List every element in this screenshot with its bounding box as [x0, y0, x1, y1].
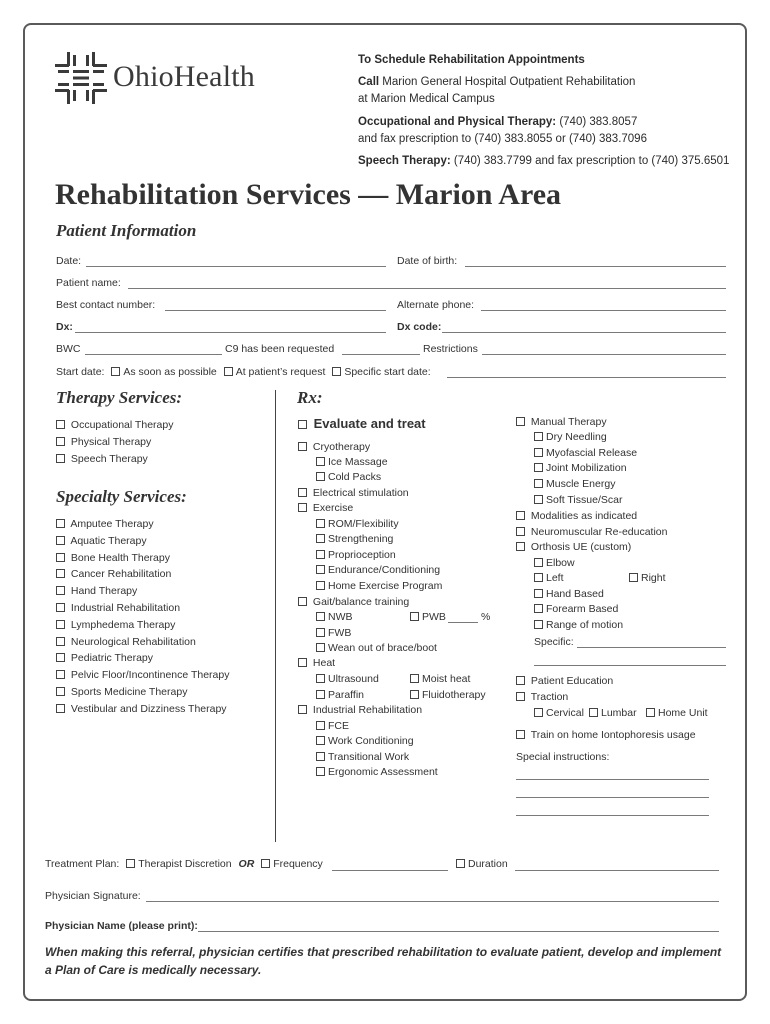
rx2-subitem[interactable]: Forearm Based	[534, 603, 618, 615]
pwb-percent: %	[481, 611, 491, 623]
schedule-campus: at Marion Medical Campus	[358, 93, 495, 105]
checkbox[interactable]	[316, 550, 325, 559]
specialty-item-label: Bone Health Therapy	[70, 551, 170, 564]
checkbox[interactable]	[56, 519, 65, 528]
checkbox[interactable]	[534, 708, 543, 717]
pwb-field[interactable]	[448, 622, 478, 623]
checkbox[interactable]	[516, 417, 525, 426]
checkbox[interactable]	[410, 674, 419, 683]
schedule-call: Call Marion General Hospital Outpatient Rehabilitation	[358, 76, 636, 88]
print-name-field[interactable]	[198, 931, 719, 932]
special-instructions-field-3[interactable]	[516, 815, 709, 816]
frequency-label: Frequency	[273, 858, 323, 870]
frequency-field[interactable]	[332, 870, 448, 871]
rx2-subitem[interactable]: Right	[629, 572, 666, 584]
specialty-item[interactable]	[56, 518, 154, 530]
checkbox[interactable]	[589, 708, 598, 717]
treatment-plan-label: Treatment Plan:	[45, 858, 120, 870]
specialty-item-label: Sports Medicine Therapy	[70, 686, 188, 698]
checkbox[interactable]	[534, 620, 543, 629]
rx2-specific-label: Specific:	[534, 636, 574, 648]
specialty-item[interactable]	[56, 568, 171, 580]
checkbox[interactable]	[56, 653, 65, 662]
checkbox[interactable]	[410, 612, 419, 621]
rx-subitem[interactable]: Transitional Work	[316, 751, 409, 763]
checkbox[interactable]	[316, 752, 325, 761]
rx-heading: Rx:	[297, 388, 323, 407]
checkbox[interactable]	[534, 558, 543, 567]
specialty-item-label: Amputee Therapy	[70, 518, 154, 530]
checkbox[interactable]	[316, 472, 325, 481]
rx-subitem[interactable]: Ergonomic Assessment	[316, 766, 438, 778]
discretion-label: Therapist Discretion	[138, 858, 232, 870]
checkbox[interactable]	[56, 670, 65, 679]
rx2-subitem[interactable]: Left	[534, 572, 564, 584]
rx2-subitem[interactable]: Myofascial Release	[534, 447, 637, 459]
checkbox[interactable]	[534, 463, 543, 472]
duration-field[interactable]	[515, 870, 719, 871]
therapy-item[interactable]: Occupational Therapy	[56, 419, 173, 431]
checkbox[interactable]	[316, 457, 325, 466]
checkbox[interactable]	[534, 479, 543, 488]
contact-field[interactable]	[165, 310, 386, 311]
rx2-item[interactable]: Traction	[516, 691, 568, 703]
print-name-label: Physician Name (please print):	[45, 920, 198, 932]
alt-phone-field[interactable]	[481, 310, 726, 311]
checkbox[interactable]	[56, 553, 65, 562]
checkbox[interactable]	[316, 674, 325, 683]
checkbox[interactable]	[534, 589, 543, 598]
bwc-label: BWC	[56, 343, 81, 355]
patient-name-field[interactable]	[128, 288, 726, 289]
asap-label: As soon as possible	[123, 366, 217, 378]
checkbox[interactable]	[56, 420, 65, 429]
checkbox[interactable]	[316, 534, 325, 543]
specialty-item[interactable]	[56, 669, 229, 681]
restrictions-field[interactable]	[482, 354, 726, 355]
rx-subitem[interactable]: Strengthening	[316, 533, 393, 545]
checkbox[interactable]	[516, 511, 525, 520]
checkbox[interactable]	[56, 569, 65, 578]
checkbox[interactable]	[316, 581, 325, 590]
rx2-item[interactable]: Orthosis UE (custom)	[516, 541, 631, 553]
at-request-label: At patient’s request	[235, 366, 326, 378]
c9-label: C9 has been requested	[225, 343, 335, 355]
date-field[interactable]	[86, 266, 386, 267]
discretion-checkbox[interactable]	[126, 859, 135, 868]
checkbox[interactable]	[298, 658, 307, 667]
checkbox[interactable]	[516, 542, 525, 551]
checkbox[interactable]	[316, 519, 325, 528]
signature-label: Physician Signature:	[45, 890, 141, 902]
checkbox[interactable]	[298, 503, 307, 512]
checkbox[interactable]	[56, 536, 65, 545]
checkbox[interactable]	[298, 420, 307, 429]
rx-subitem[interactable]: Work Conditioning	[316, 735, 414, 747]
checkbox[interactable]	[56, 620, 65, 629]
checkbox[interactable]	[534, 573, 543, 582]
specific-date-checkbox[interactable]	[332, 367, 341, 376]
c9-field[interactable]	[342, 354, 420, 355]
duration-label: Duration	[468, 858, 508, 870]
specialty-item[interactable]	[56, 652, 153, 664]
special-instructions-field-2[interactable]	[516, 797, 709, 798]
therapy-item[interactable]: Speech Therapy	[56, 453, 148, 465]
rx2-subitem[interactable]: Lumbar	[589, 707, 637, 719]
checkbox[interactable]	[646, 708, 655, 717]
rx2-subitem[interactable]: Cervical	[534, 707, 584, 719]
treatment-plan-row	[45, 858, 323, 870]
or-label: OR	[238, 858, 255, 870]
checkbox[interactable]	[316, 736, 325, 745]
checkbox[interactable]	[56, 586, 65, 595]
specialty-item-label: Vestibular and Dizziness Therapy	[70, 702, 227, 715]
evaluate-treat-item[interactable]: Evaluate and treat	[298, 416, 426, 431]
checkbox[interactable]	[298, 597, 307, 606]
patient-info-heading: Patient Information	[56, 221, 197, 240]
rx-subitem[interactable]: ROM/Flexibility	[316, 518, 399, 530]
checkbox[interactable]	[56, 603, 65, 612]
rx-subitem[interactable]: Proprioception	[316, 549, 396, 561]
date-label: Date:	[56, 255, 82, 267]
checkbox[interactable]	[56, 637, 65, 646]
specialty-item-label: Industrial Rehabilitation	[70, 602, 181, 614]
rx2-item[interactable]: Neuromuscular Re-education	[516, 526, 668, 538]
bwc-field[interactable]	[85, 354, 222, 355]
specialty-item-label: Cancer Rehabilitation	[70, 568, 172, 581]
rx2-item[interactable]: Modalities as indicated	[516, 510, 637, 522]
rx-subitem[interactable]: Wean out of brace/boot	[316, 642, 437, 654]
specialty-item-label: Hand Therapy	[70, 585, 138, 598]
specialty-item-label: Pediatric Therapy	[70, 652, 154, 665]
checkbox[interactable]	[316, 690, 325, 699]
checkbox[interactable]	[316, 721, 325, 730]
checkbox[interactable]	[534, 604, 543, 613]
rx-item[interactable]: Cryotherapy	[298, 441, 370, 453]
frequency-checkbox[interactable]	[261, 859, 270, 868]
specialty-item[interactable]	[56, 703, 227, 715]
rx2-subitem[interactable]: Elbow	[534, 557, 575, 569]
restrictions-label: Restrictions	[423, 343, 478, 355]
rx2-subitem[interactable]: Dry Needling	[534, 431, 607, 443]
checkbox[interactable]	[316, 565, 325, 574]
specialty-item[interactable]	[56, 552, 170, 564]
signature-field[interactable]	[146, 901, 719, 902]
dx-code-field[interactable]	[442, 332, 726, 333]
specialty-item-label: Neurological Rehabilitation	[70, 635, 196, 648]
rx-subitem[interactable]: PWB	[410, 611, 446, 623]
rx-item[interactable]: Industrial Rehabilitation	[298, 704, 422, 716]
dx-label: Dx:	[56, 321, 73, 333]
ohiohealth-logo-icon	[55, 52, 107, 104]
rx2-item[interactable]: Train on home Iontophoresis usage	[516, 729, 696, 741]
schedule-ot-fax: and fax prescription to (740) 383.8055 or (740) 383.7096	[358, 133, 647, 145]
rx-subitem[interactable]: Moist heat	[410, 673, 470, 685]
dob-field[interactable]	[465, 266, 726, 267]
checkbox[interactable]	[56, 454, 65, 463]
rx-subitem[interactable]: Endurance/Conditioning	[316, 564, 440, 576]
rx-item[interactable]: Exercise	[298, 502, 353, 514]
rx-subitem[interactable]: Ice Massage	[316, 456, 388, 468]
column-divider	[275, 390, 276, 842]
logo-wordmark: OhioHealth	[113, 60, 255, 93]
at-request-checkbox[interactable]	[224, 367, 233, 376]
rx2-subitem[interactable]: Home Unit	[646, 707, 708, 719]
specialty-item-label: Lymphedema Therapy	[70, 618, 176, 631]
form-border	[23, 23, 747, 1001]
rx-subitem[interactable]: Paraffin	[316, 689, 364, 701]
rx2-item[interactable]: Patient Education	[516, 675, 613, 687]
specialty-services-heading: Specialty Services:	[56, 487, 187, 506]
specialty-item[interactable]	[56, 585, 137, 597]
checkbox[interactable]	[56, 437, 65, 446]
checkbox[interactable]	[516, 730, 525, 739]
checkbox[interactable]	[516, 692, 525, 701]
specialty-item[interactable]	[56, 619, 175, 631]
checkbox[interactable]	[516, 527, 525, 536]
checkbox[interactable]	[298, 442, 307, 451]
specific-date-field[interactable]	[447, 377, 726, 378]
rx2-subitem[interactable]: Muscle Energy	[534, 478, 615, 490]
rx2-subitem[interactable]: Hand Based	[534, 588, 604, 600]
rx-subitem[interactable]: FWB	[316, 627, 351, 639]
specialty-item-label: Aquatic Therapy	[70, 534, 147, 547]
dob-label: Date of birth:	[397, 255, 458, 267]
rx-subitem[interactable]: Ultrasound	[316, 673, 379, 685]
rx2-subitem[interactable]: Soft Tissue/Scar	[534, 494, 622, 506]
patient-name-label: Patient name:	[56, 277, 121, 289]
certification-statement: When making this referral, physician certifies that prescribed rehabilitation to evaluate patient, develop and implement a Plan of Care is medically necessary.	[45, 945, 722, 977]
specialty-item[interactable]	[56, 535, 147, 547]
asap-checkbox[interactable]	[111, 367, 120, 376]
start-date-row	[56, 366, 431, 378]
checkbox[interactable]	[298, 705, 307, 714]
checkbox[interactable]	[316, 628, 325, 637]
duration-checkbox[interactable]	[456, 859, 465, 868]
rx2-subitem[interactable]: Joint Mobilization	[534, 462, 627, 474]
specialty-item[interactable]	[56, 686, 187, 698]
checkbox[interactable]	[316, 612, 325, 621]
checkbox[interactable]	[56, 687, 65, 696]
start-date-label: Start date:	[56, 366, 105, 378]
page-title: Rehabilitation Services — Marion Area	[55, 178, 562, 211]
rx2-subitem[interactable]: Range of motion	[534, 619, 623, 631]
therapy-services-heading: Therapy Services:	[56, 388, 183, 407]
special-instructions-field-1[interactable]	[516, 779, 709, 780]
duration-row	[456, 858, 508, 870]
rx-item[interactable]: Heat	[298, 657, 335, 669]
rx-subitem[interactable]: NWB	[316, 611, 353, 623]
specialty-item[interactable]	[56, 602, 180, 614]
dx-field[interactable]	[75, 332, 386, 333]
specialty-item-label: Pelvic Floor/Incontinence Therapy	[70, 669, 230, 682]
schedule-speech: Speech Therapy: (740) 383.7799 and fax prescription to (740) 375.6501	[358, 155, 730, 167]
special-instructions-label: Special instructions:	[516, 751, 610, 763]
contact-label: Best contact number:	[56, 299, 156, 311]
checkbox[interactable]	[56, 704, 65, 713]
rx2-specific-field-2[interactable]	[534, 665, 726, 666]
checkbox[interactable]	[316, 643, 325, 652]
specific-date-label: Specific start date:	[344, 366, 431, 378]
therapy-item[interactable]: Physical Therapy	[56, 436, 151, 448]
rx-item[interactable]: Electrical stimulation	[298, 487, 409, 499]
rx2-specific-field[interactable]	[577, 647, 726, 648]
checkbox[interactable]	[298, 488, 307, 497]
dx-code-label: Dx code:	[397, 321, 442, 333]
rx-subitem[interactable]: Fluidotherapy	[410, 689, 486, 701]
rx-subitem[interactable]: FCE	[316, 720, 349, 732]
checkbox[interactable]	[410, 690, 419, 699]
schedule-ot: Occupational and Physical Therapy: (740) 383.8057	[358, 116, 638, 128]
checkbox[interactable]	[316, 767, 325, 776]
alt-phone-label: Alternate phone:	[397, 299, 475, 311]
specialty-item[interactable]	[56, 636, 196, 648]
schedule-heading: To Schedule Rehabilitation Appointments	[358, 54, 585, 66]
checkbox[interactable]	[629, 573, 638, 582]
rx-subitem[interactable]: Home Exercise Program	[316, 580, 442, 592]
checkbox[interactable]	[534, 432, 543, 441]
rx-subitem[interactable]: Cold Packs	[316, 471, 381, 483]
rx-item[interactable]: Gait/balance training	[298, 596, 409, 608]
checkbox[interactable]	[534, 495, 543, 504]
checkbox[interactable]	[534, 448, 543, 457]
rx2-item[interactable]: Manual Therapy	[516, 416, 607, 428]
checkbox[interactable]	[516, 676, 525, 685]
